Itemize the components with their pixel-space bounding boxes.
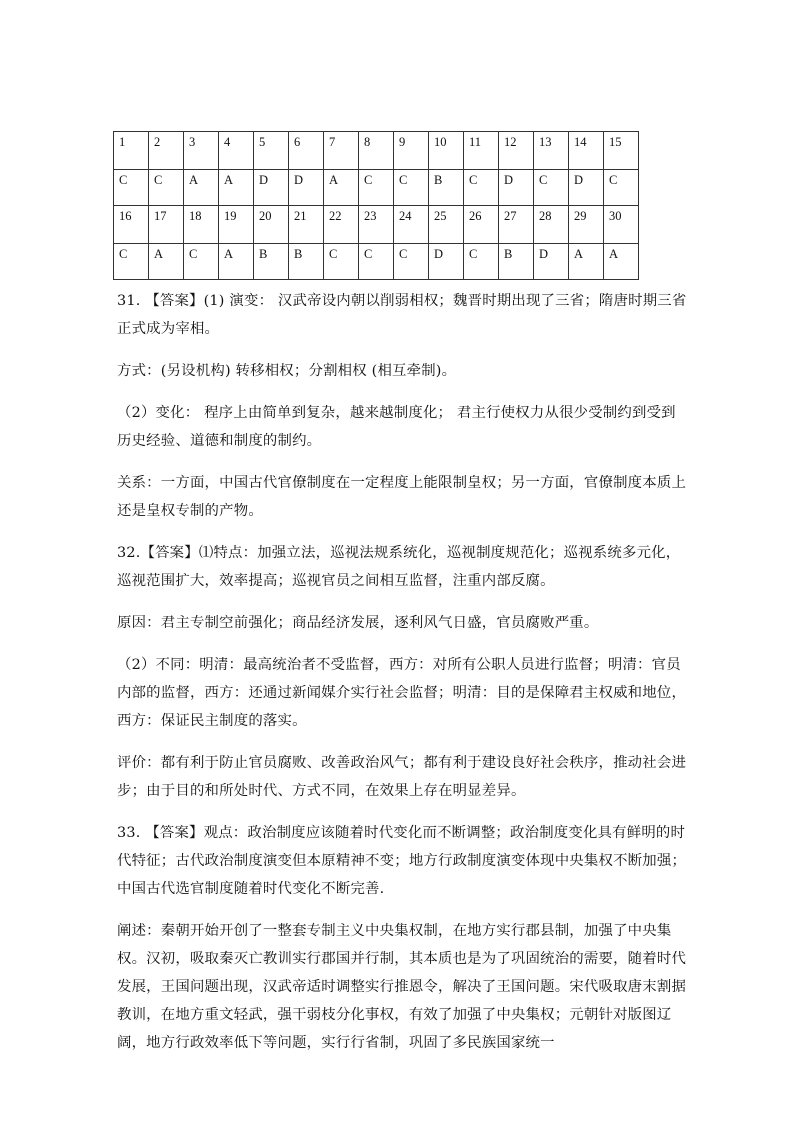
answer-letter-cell: C [359, 170, 394, 206]
answer-letter-cell: D [254, 170, 289, 206]
question-number-cell: 27 [499, 206, 534, 244]
question-number-cell: 20 [254, 206, 289, 244]
answer-key-table [113, 131, 639, 280]
answer-letter-cell: D [289, 170, 324, 206]
answer-letter-cell: C [359, 244, 394, 280]
answer-letter-cell: A [149, 244, 184, 280]
question-number-cell: 5 [254, 132, 289, 170]
answer-letter-cell: C [464, 170, 499, 206]
answer-letter-cell: B [429, 170, 464, 206]
question-number-cell: 25 [429, 206, 464, 244]
question-number-cell: 6 [289, 132, 324, 170]
question-number-cell: 4 [219, 132, 254, 170]
question-number-row [114, 132, 639, 170]
answer-letter-cell: D [499, 170, 534, 206]
answer-letter-cell: C [114, 170, 149, 206]
question-number-cell: 22 [324, 206, 359, 244]
question-number-cell: 18 [184, 206, 219, 244]
answer-letter-cell: A [569, 244, 604, 280]
question-number-cell: 14 [569, 132, 604, 170]
question-number-cell: 21 [289, 206, 324, 244]
answer-letter-cell: A [219, 244, 254, 280]
answer-letter-cell: A [604, 244, 639, 280]
question-number-cell: 8 [359, 132, 394, 170]
question-number-cell: 13 [534, 132, 569, 170]
q31-relation-paragraph: 关系：一方面，中国古代官僚制度在一定程度上能限制皇权；另一方面，官僚制度本质上还是皇权专制的产物。 [117, 475, 687, 519]
question-number-cell: 7 [324, 132, 359, 170]
q32-differences-paragraph: （2）不同：明清：最高统治者不受监督，西方：对所有公职人员进行监督；明清：官员内部的监督，西方：还通过新闻媒介实行社会监督；明清：目的是保障君主权威和地位，西方：保证民主制度的落实。 [117, 657, 687, 729]
q32-reasons-paragraph: 原因：君主专制空前强化；商品经济发展，逐利风气日盛，官员腐败严重。 [117, 615, 599, 631]
question-number-cell: 28 [534, 206, 569, 244]
q32-features-paragraph: 32.【答案】⑴特点：加强立法，巡视法规系统化，巡视制度规范化；巡视系统多元化，巡视范围扩大，效率提高；巡视官员之间相互监督，注重内部反腐。 [117, 545, 681, 589]
answer-letter-row [114, 170, 639, 206]
question-number-cell: 17 [149, 206, 184, 244]
q31-change-paragraph: （2）变化： 程序上由简单到复杂，越来越制度化； 君主行使权力从很少受制约到受到历史经验、道德和制度的制约。 [117, 405, 676, 449]
q32-evaluation-paragraph: 评价：都有利于防止官员腐败、改善政治风气；都有利于建设良好社会秩序，推动社会进步；由于目的和所处时代、方式不同，在效果上存在明显差异。 [117, 755, 687, 799]
question-number-cell: 24 [394, 206, 429, 244]
answer-section [117, 287, 689, 1071]
answer-letter-row [114, 244, 639, 280]
answer-letter-cell: C [534, 170, 569, 206]
question-number-row [114, 206, 639, 244]
question-number-cell: 15 [604, 132, 639, 170]
question-number-cell: 1 [114, 132, 149, 170]
question-number-cell: 2 [149, 132, 184, 170]
question-number-cell: 3 [184, 132, 219, 170]
question-number-cell: 11 [464, 132, 499, 170]
question-number-cell: 10 [429, 132, 464, 170]
answer-letter-cell: A [324, 170, 359, 206]
question-number-cell: 9 [394, 132, 429, 170]
question-number-cell: 30 [604, 206, 639, 244]
answer-letter-cell: A [219, 170, 254, 206]
answer-letter-cell: C [114, 244, 149, 280]
question-number-cell: 26 [464, 206, 499, 244]
q31-evolution-paragraph: 31. 【答案】(1) 演变： 汉武帝设内朝以削弱相权；魏晋时期出现了三省；隋唐时期三省正式成为宰相。 [117, 293, 687, 337]
answer-letter-cell: C [394, 170, 429, 206]
answer-letter-cell: B [254, 244, 289, 280]
question-number-cell: 23 [359, 206, 394, 244]
answer-letter-cell: D [429, 244, 464, 280]
q33-viewpoint-paragraph: 33. 【答案】观点：政治制度应该随着时代变化而不断调整；政治制度变化具有鲜明的时代特征；古代政治制度演变但本原精神不变；地方行政制度演变体现中央集权不断加强；中国古代选官制度随着时代变化不断完善. [117, 825, 687, 897]
answer-letter-cell: B [289, 244, 324, 280]
answer-letter-cell: D [569, 170, 604, 206]
answer-letter-cell: C [394, 244, 429, 280]
answer-letter-cell: C [604, 170, 639, 206]
question-number-cell: 19 [219, 206, 254, 244]
answer-letter-cell: B [499, 244, 534, 280]
question-number-cell: 29 [569, 206, 604, 244]
answer-letter-cell: C [464, 244, 499, 280]
q33-explanation-paragraph: 阐述：秦朝开始开创了一整套专制主义中央集权制，在地方实行郡县制，加强了中央集权。汉初，吸取秦灭亡教训实行郡国并行制，其本质也是为了巩固统治的需要，随着时代发展，王国问题出现，汉武帝适时调整实行推恩令，解决了王国问题。宋代吸取唐末割据教训，在地方重文轻武，强干弱枝分化事权，有效了加强了中央集权；元朝针对版图辽阔，地方行政效率低下等问题，实行行省制，巩固了多民族国家统一 [117, 923, 687, 1051]
question-number-cell: 12 [499, 132, 534, 170]
answer-letter-cell: C [149, 170, 184, 206]
answer-letter-cell: C [324, 244, 359, 280]
answer-letter-cell: D [534, 244, 569, 280]
answer-letter-cell: A [184, 170, 219, 206]
question-number-cell: 16 [114, 206, 149, 244]
q31-method-paragraph: 方式：(另设机构) 转移相权；分割相权 (相互牵制)。 [117, 363, 457, 379]
answer-letter-cell: C [184, 244, 219, 280]
